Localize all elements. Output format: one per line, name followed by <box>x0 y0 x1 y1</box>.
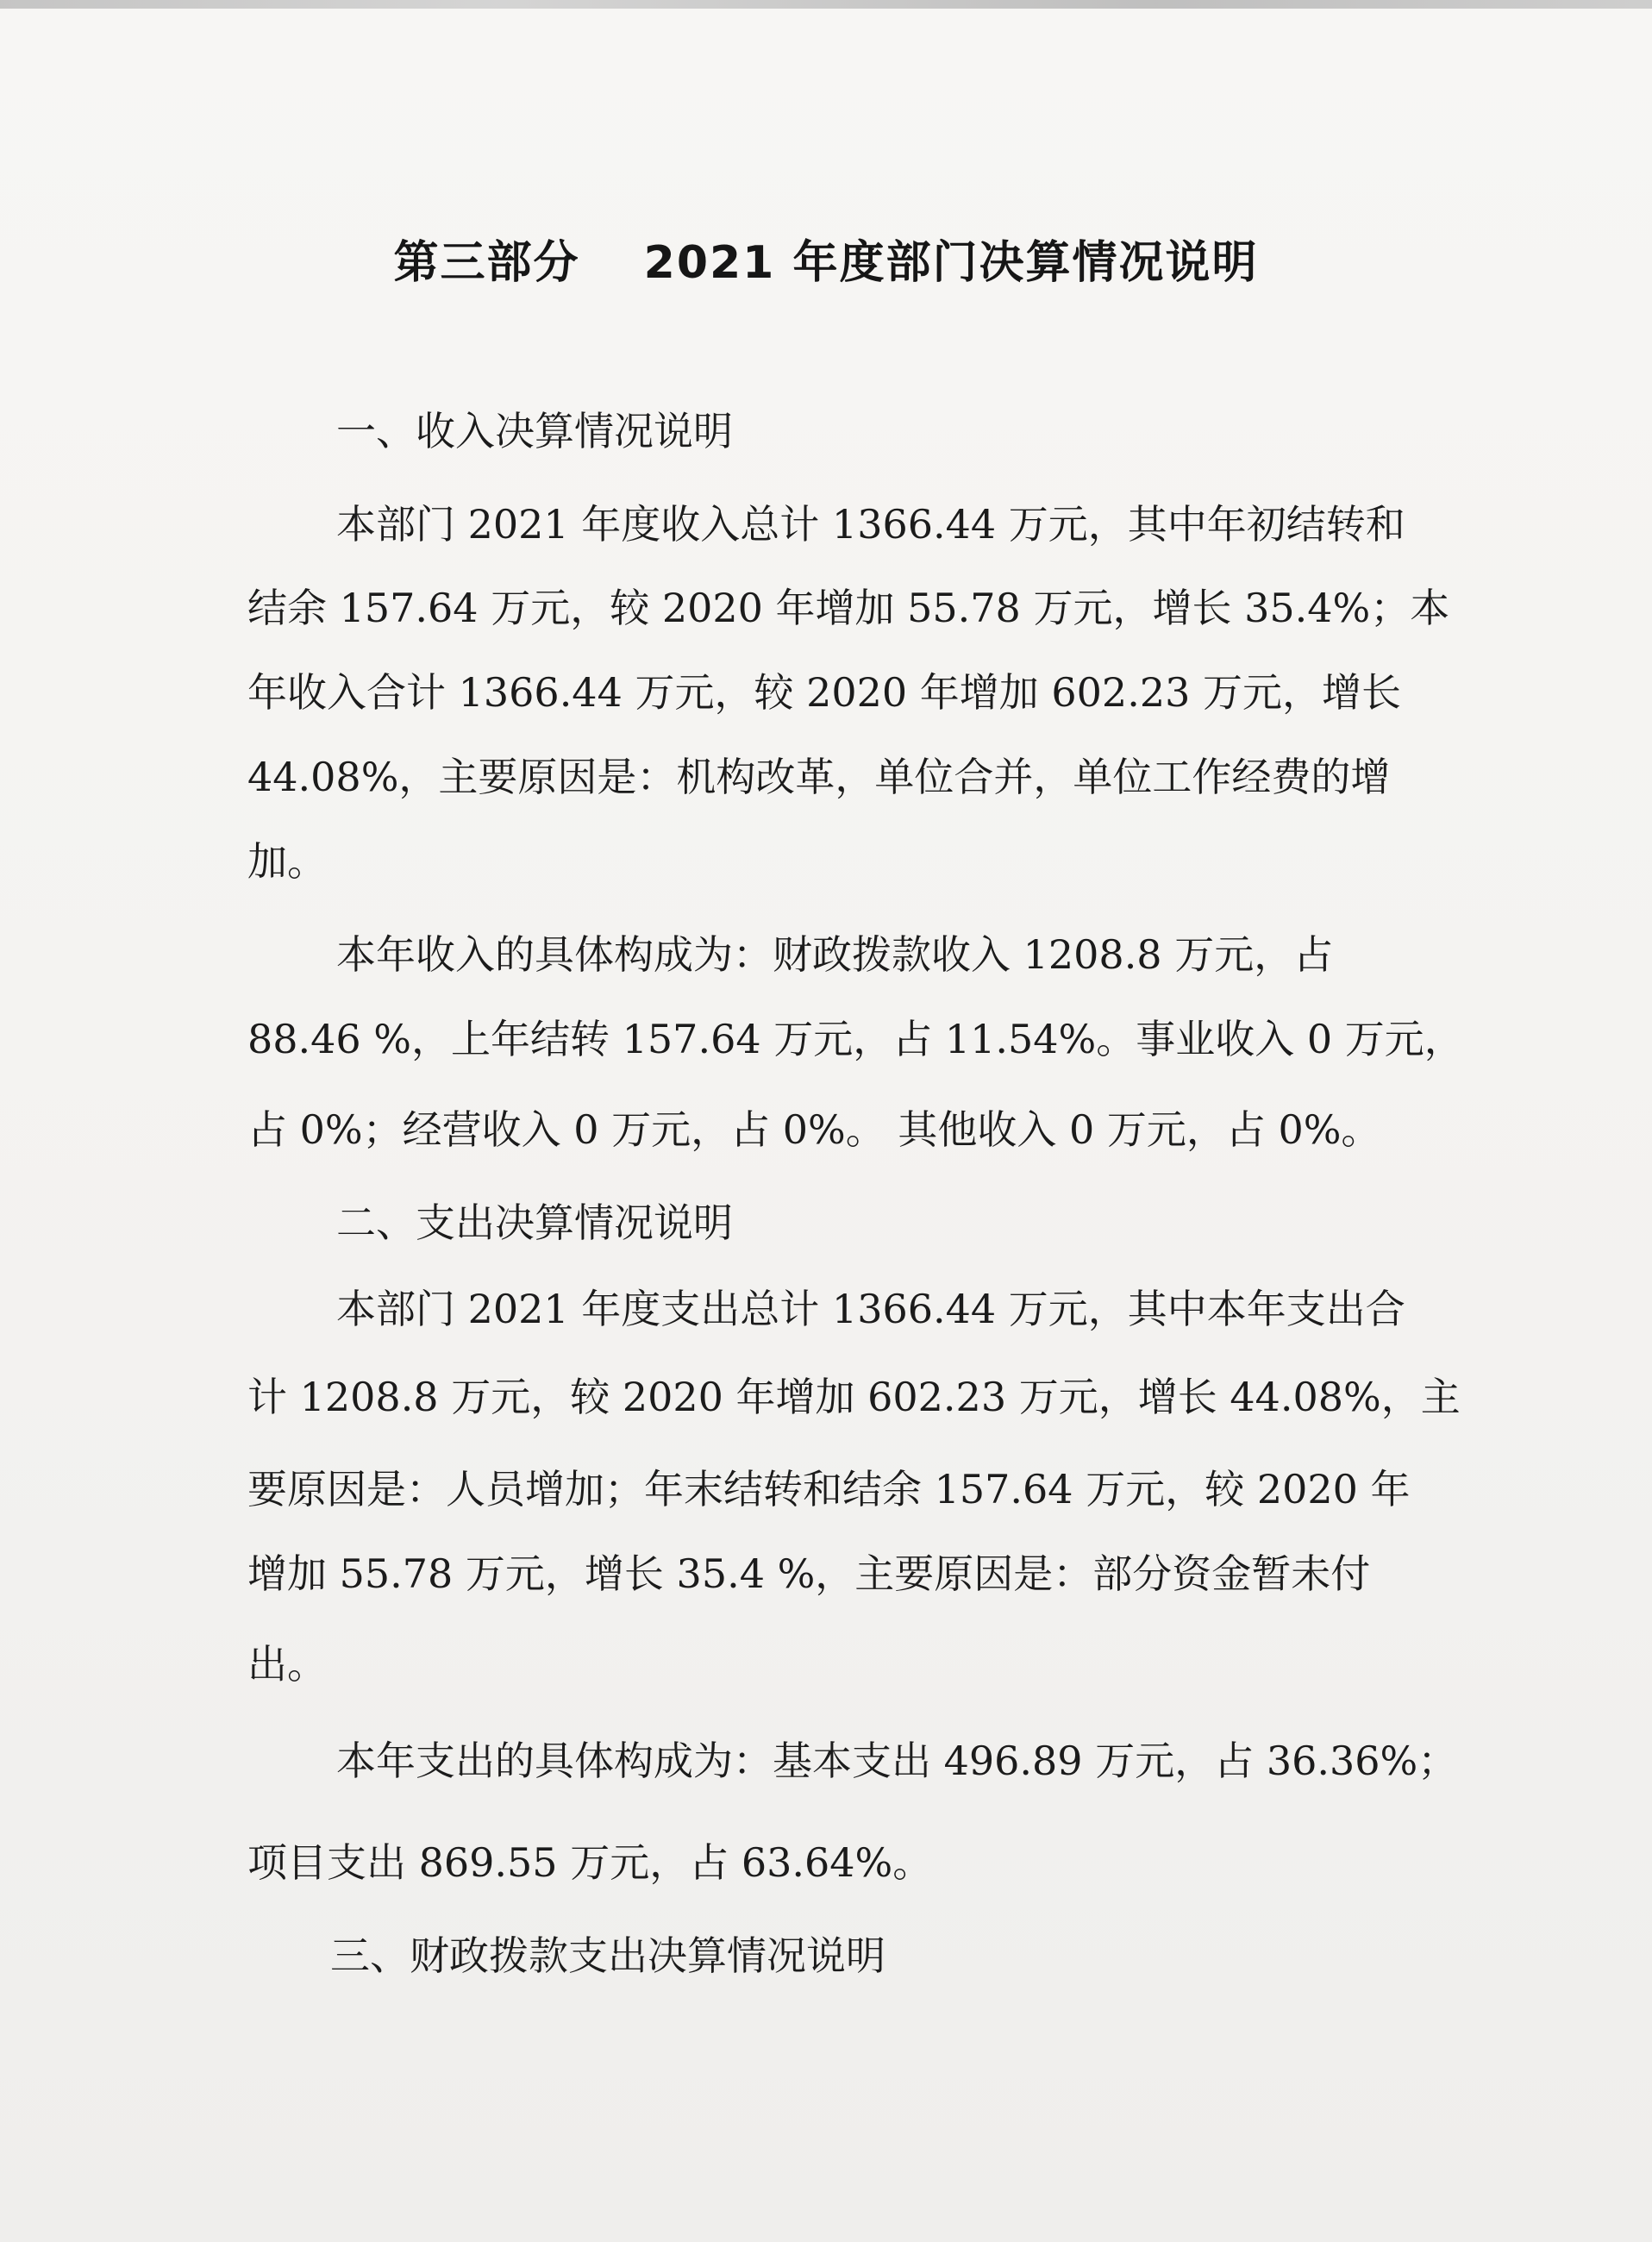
paragraph-line: 本年收入的具体构成为：财政拨款收入 1208.8 万元，占 <box>336 931 1334 978</box>
paragraph-line: 出。 <box>247 1641 327 1688</box>
paragraph-line: 占 0%；经营收入 0 万元，占 0%。 其他收入 0 万元，占 0%。 <box>247 1106 1381 1153</box>
paragraph-line: 本年支出的具体构成为：基本支出 496.89 万元，占 36.36%； <box>336 1738 1458 1784</box>
paper-edge <box>0 0 1652 9</box>
paragraph-line: 项目支出 869.55 万元，占 63.64%。 <box>247 1839 933 1886</box>
section-heading-income: 一、收入决算情况说明 <box>336 408 733 454</box>
paragraph-line: 增加 55.78 万元，增长 35.4 %，主要原因是：部分资金暂未付 <box>247 1550 1371 1597</box>
paragraph-line: 加。 <box>247 838 327 885</box>
page-title: 第三部分 2021 年度部门决算情况说明 <box>393 237 1259 289</box>
paragraph-line: 计 1208.8 万元，较 2020 年增加 602.23 万元，增长 44.08%，主 <box>247 1374 1461 1420</box>
paragraph-line: 44.08%，主要原因是：机构改革，单位合并，单位工作经费的增 <box>247 754 1391 800</box>
paragraph-line: 年收入合计 1366.44 万元，较 2020 年增加 602.23 万元，增长 <box>247 669 1401 716</box>
section-heading-expense: 二、支出决算情况说明 <box>336 1199 733 1246</box>
paragraph-line: 本部门 2021 年度收入总计 1366.44 万元，其中年初结转和 <box>336 501 1405 548</box>
paragraph-line: 要原因是：人员增加；年末结转和结余 157.64 万元，较 2020 年 <box>247 1466 1411 1512</box>
section-heading-fiscal: 三、财政拨款支出决算情况说明 <box>330 1932 885 1979</box>
paragraph-line: 本部门 2021 年度支出总计 1366.44 万元，其中本年支出合 <box>336 1286 1405 1332</box>
paragraph-line: 88.46 %，上年结转 157.64 万元，占 11.54%。事业收入 0 万元， <box>247 1016 1464 1062</box>
paragraph-line: 结余 157.64 万元，较 2020 年增加 55.78 万元，增长 35.4%；本 <box>247 585 1450 631</box>
